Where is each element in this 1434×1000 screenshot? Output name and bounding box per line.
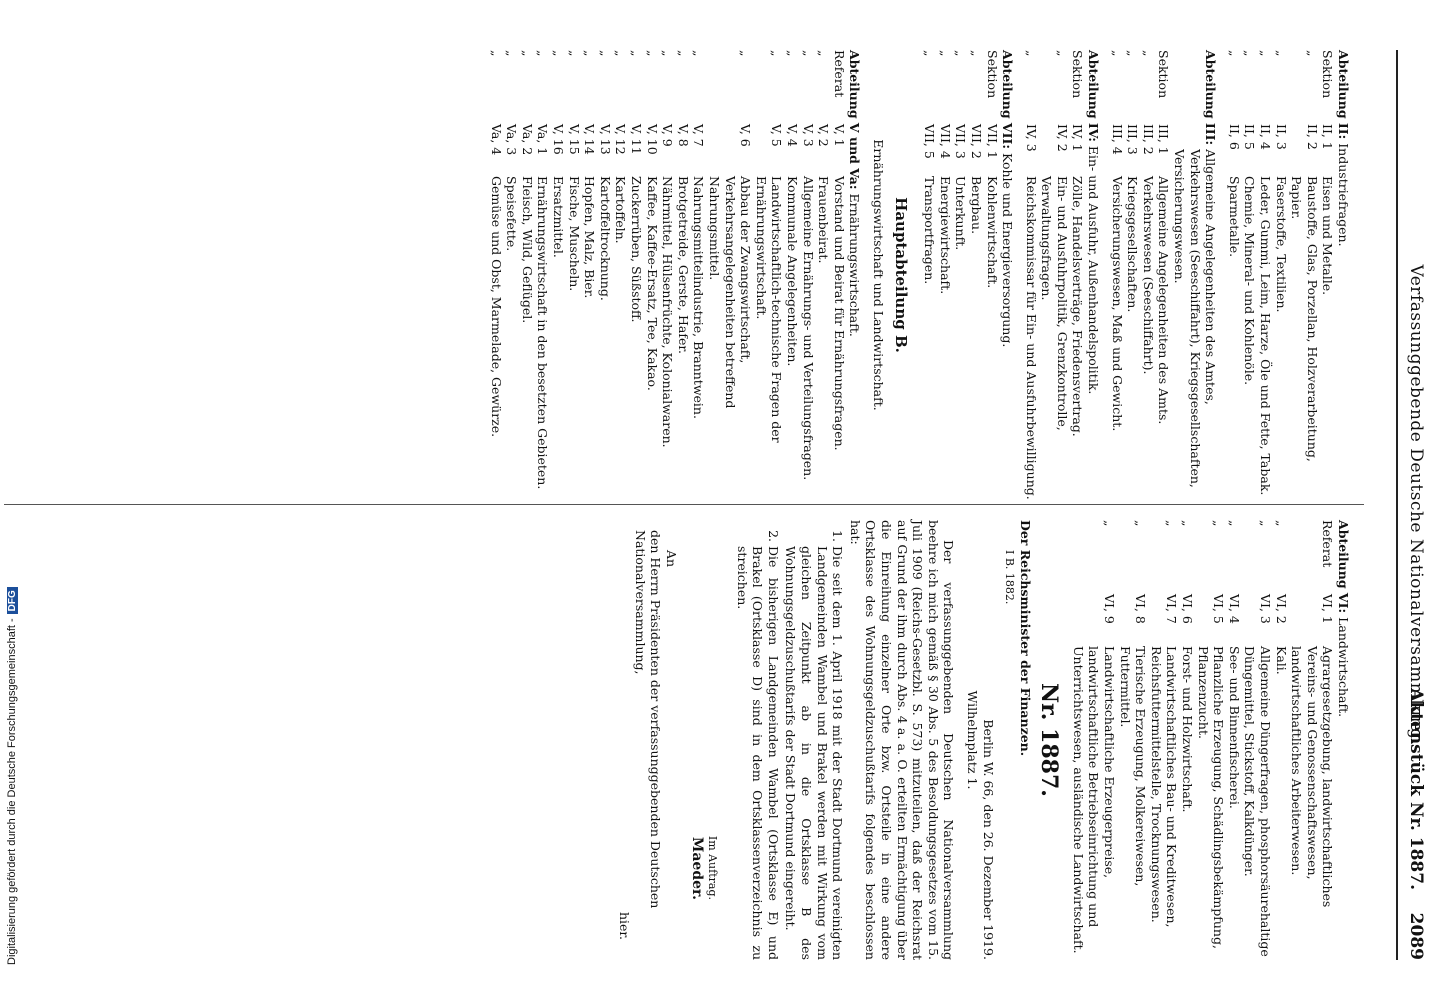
list-item	[675, 50, 691, 500]
list-item	[1156, 50, 1172, 500]
row-kind: „	[613, 50, 629, 57]
row-text: Eisen und Metalle.	[1320, 176, 1336, 296]
list-item	[613, 50, 629, 500]
abt3-title: Allgemeine Angelegenheiten des Amtes, Verkehrswesen (Seeschiffahrt), Kriegsgesellschaften, Versicherungswesen.	[1172, 149, 1219, 488]
row-text: Kaffee, Kaffee-Ersatz, Tee, Kakao.	[644, 176, 660, 391]
row-text: Kohlenwirtschaft.	[984, 176, 1000, 289]
item-text: Die seit dem 1. April 1918 mit der Stadt Dortmund vereinigten Landgemeinden Wambel und Brakel werden mit Wirkung vom gleichen Zeitpunkt ab in die Ortsklasse B des Wohnungsgeldzuschußtarifs der Stadt Dortmund eingereiht.	[783, 546, 846, 960]
list-item	[1226, 520, 1242, 960]
row-code: II, 2	[1304, 124, 1320, 150]
row-code: VI, 1	[1320, 594, 1336, 624]
row-kind: „	[551, 50, 567, 57]
hauptabteilung-subtitle: Ernährungswirtschaft und Landwirtschaft.	[870, 139, 886, 411]
signature: Maeder.	[689, 836, 706, 900]
row-kind: „	[582, 50, 598, 57]
list-item	[783, 520, 845, 960]
row-text: Faserstoffe, Textilien.	[1273, 176, 1289, 313]
row-text: Abbau der Zwangswirtschaft, Verkehrsangelegenheiten betreffend Nahrungsmittel.	[707, 176, 754, 409]
row-kind: „	[1125, 50, 1141, 57]
row-kind: Referat	[831, 50, 847, 98]
row-text: Hopfen, Malz, Bier.	[582, 176, 598, 299]
row-kind: „	[488, 50, 504, 57]
abt7-rows	[922, 50, 1000, 500]
list-item	[1070, 520, 1117, 960]
row-text: Ersatzmittel.	[551, 176, 567, 258]
row-code: Va, 1	[535, 124, 551, 156]
column-divider	[4, 504, 1364, 505]
item-text: Die bisherigen Landgemeinden Wambel (Ortsklasse E) und Brakel (Ortsklasse D) sind in dem Ortsklassenverzeichnis zu streichen.	[734, 546, 781, 960]
row-text: Landwirtschaftliche Erzeugerpreise, landwirtschaftliche Betriebseinrichtung und Unterrichtswesen, ausländische Landwirtschaft.	[1070, 646, 1118, 954]
row-text: Baustoffe, Glas, Porzellan, Holzverarbeitung, Papier.	[1289, 176, 1320, 462]
row-code: II, 4	[1258, 124, 1274, 150]
list-item	[953, 50, 969, 500]
item-list	[734, 520, 845, 960]
row-code: II, 5	[1242, 124, 1258, 150]
street-address: Wilhelmplatz 1.	[964, 690, 980, 790]
row-text: Forst- und Holzwirtschaft.	[1180, 646, 1196, 813]
row-text: Kriegsgesellschaften.	[1125, 176, 1141, 313]
header-title: Verfassunggebende Deutsche Nationalversammlung.	[1406, 264, 1426, 746]
item-number: 1.	[830, 530, 846, 542]
row-code: V, 2	[816, 124, 832, 147]
row-code: VII, 5	[922, 124, 938, 159]
document-number: Nr. 1887.	[1036, 683, 1063, 797]
row-text: Bergbau.	[968, 176, 984, 235]
row-code: V, 5	[769, 124, 785, 147]
abt2-title: Industriefragen.	[1336, 143, 1351, 247]
dfg-logo: DFG	[7, 587, 18, 614]
section-abt6	[1070, 520, 1351, 960]
list-item	[1242, 520, 1273, 960]
row-text: Verkehrswesen (Seeschiffahrt).	[1140, 176, 1156, 375]
abt7-title: Kohle und Energieversorgung.	[1000, 152, 1016, 348]
row-kind: „	[953, 50, 969, 57]
row-kind: „	[1273, 520, 1289, 527]
row-kind: „	[769, 50, 785, 57]
list-item	[691, 50, 707, 500]
row-kind: „	[675, 50, 691, 57]
row-code: V, 7	[691, 124, 707, 147]
section-abt7	[922, 50, 1016, 500]
list-item	[597, 50, 613, 500]
list-item	[753, 50, 784, 500]
row-kind: „	[644, 50, 660, 57]
list-item	[644, 50, 660, 500]
minister-heading: Der Reichsminister der Finanzen.	[1017, 520, 1033, 757]
list-item	[1117, 520, 1148, 960]
row-kind: „	[1211, 520, 1227, 527]
list-item	[968, 50, 984, 500]
row-text: Reichskommissar für Ein- und Ausfuhrbewilligung.	[1023, 176, 1039, 500]
abt3-rows	[1109, 50, 1171, 500]
intro-paragraph: Der verfassunggebenden Deutschen Nationalversammlung beehre ich mich gemäß § 30 Abs. 5 des Besoldungsgesetzes vom 15. Juli 1909 (Reichs-Gesetzbl. S. 573) mitzuteilen, daß der Reichsrat auf Grund der ihm durch Abs. 4 a. a. O. erteilten Ermächtigung über die Einreihung einzelner Orte bzw. Ortsteile in eine andere Ortsklasse des Wohnungsgeldzuschußtarifs folgendes beschlossen hat:	[847, 520, 957, 960]
row-code: Va, 4	[488, 124, 504, 156]
list-item	[582, 50, 598, 500]
row-code: VI, 4	[1226, 594, 1242, 624]
row-code: IV, 3	[1023, 124, 1039, 152]
row-code: V, 8	[675, 124, 691, 147]
hier-label: hier.	[617, 911, 633, 940]
row-code: III, 4	[1109, 124, 1125, 155]
row-text: Sparmetalle.	[1226, 176, 1242, 258]
abt3-label: Abteilung III:	[1203, 50, 1219, 146]
row-code: VI, 3	[1258, 594, 1274, 624]
row-code: V, 14	[582, 124, 598, 155]
row-text: Landwirtschaftlich-technische Fragen der Ernährungswirtschaft.	[753, 176, 785, 443]
row-kind: „	[535, 50, 551, 57]
list-item	[922, 50, 938, 500]
list-item	[831, 50, 847, 500]
list-item	[1226, 50, 1242, 500]
row-kind: „	[1304, 50, 1320, 57]
list-item	[660, 50, 676, 500]
list-item	[1070, 50, 1086, 500]
row-text: Zölle, Handelsverträge, Friedensvertrag.	[1070, 176, 1086, 437]
row-kind: „	[922, 50, 938, 57]
row-kind: „	[660, 50, 676, 57]
row-code: II, 6	[1226, 124, 1242, 150]
row-kind: „	[504, 50, 520, 57]
row-kind: „	[1140, 50, 1156, 57]
row-text: Gemüse und Obst, Marmelade, Gewürze.	[488, 176, 504, 438]
reference-number: I B. 1882.	[1003, 550, 1017, 605]
row-text: Allgemeine Ernährungs- und Verteilungsfragen.	[800, 176, 816, 481]
list-item	[1242, 50, 1258, 500]
row-text: Allgemeine Düngerfragen, phosphorsäurehaltige Düngemittel, Stickstoff, Kalkdünger.	[1242, 646, 1274, 957]
row-kind: „	[816, 50, 832, 57]
list-item	[535, 50, 551, 500]
section-abt2	[1226, 50, 1351, 500]
row-kind: „	[785, 50, 800, 57]
row-kind: „	[738, 50, 754, 57]
row-kind: „	[597, 50, 613, 57]
section-abt5	[488, 50, 862, 500]
abt6-rows	[1070, 520, 1335, 960]
an-label: An	[663, 550, 679, 568]
row-kind: „	[691, 50, 707, 57]
row-code: VII, 4	[937, 124, 953, 159]
list-item	[1179, 520, 1195, 960]
row-kind: „	[1109, 50, 1125, 57]
row-text: Brotgetreide, Gerste, Hafer.	[675, 176, 691, 354]
row-text: Ernährungswirtschaft in den besetzten Gebieten.	[535, 176, 551, 490]
list-item	[628, 50, 644, 500]
abt5-rows	[488, 50, 847, 500]
list-item	[1257, 50, 1273, 500]
list-item	[566, 50, 582, 500]
row-kind: „	[1054, 50, 1070, 57]
list-item	[800, 50, 816, 500]
row-text: Fische, Muscheln.	[566, 176, 582, 292]
row-code: VI, 7	[1164, 594, 1180, 624]
section-abt3	[1109, 50, 1218, 500]
row-kind: „	[519, 50, 535, 57]
row-code: V, 3	[800, 124, 816, 147]
row-text: Ein- und Ausfuhrpolitik, Grenzkontrolle, Verwaltungsfragen.	[1039, 176, 1070, 431]
abt5-title: Ernährungswirtschaft.	[847, 193, 863, 337]
row-code: V, 4	[785, 124, 800, 147]
right-column	[616, 520, 1359, 960]
row-text: Agrargesetzgebung, landwirtschaftliches Vereins- und Genossenschaftswesen, landwirtschaftliches Arbeiterwesen.	[1289, 646, 1336, 908]
row-text: Zuckerrüben, Süßstoff.	[629, 176, 645, 323]
list-item	[734, 520, 781, 960]
list-item	[1320, 50, 1336, 500]
row-text: Landwirtschaftliches Bau- und Kreditwesen, Reichsfuttermittelstelle, Trocknungswesen.	[1148, 646, 1180, 928]
abt5-label: Abteilung V und Va:	[847, 50, 863, 190]
abt2-rows	[1226, 50, 1335, 500]
list-item	[816, 50, 832, 500]
row-text: Kartoffeltrocknung.	[597, 176, 613, 301]
row-kind: „	[968, 50, 984, 57]
row-code: III, 3	[1125, 124, 1141, 155]
list-item	[1289, 520, 1336, 960]
row-text: Kartoffeln.	[613, 176, 629, 244]
footer-text: Digitalisierung gefördert durch die Deutsche Forschungsgemeinschaft -	[6, 618, 18, 965]
list-item	[504, 50, 520, 500]
row-code: VI, 6	[1180, 594, 1196, 624]
abt6-title: Landwirtschaft.	[1336, 617, 1351, 718]
row-kind: „	[1102, 520, 1118, 527]
row-kind: „	[1242, 50, 1258, 57]
abt2-label: Abteilung II:	[1336, 50, 1351, 140]
row-text: Fleisch, Wild, Geflügel.	[519, 176, 535, 324]
row-kind: „	[1180, 520, 1196, 527]
header-rule	[1396, 50, 1398, 960]
list-item	[1039, 50, 1070, 500]
row-text: Versicherungswesen, Maß und Gewicht.	[1109, 176, 1125, 432]
row-text: Tierische Erzeugung, Molkereiwesen, Futtermittel.	[1117, 646, 1149, 887]
list-item	[1289, 50, 1320, 500]
list-item	[1195, 520, 1226, 960]
abt4-label: Abteilung IV:	[1086, 50, 1102, 142]
list-item	[1148, 520, 1179, 960]
addressee: den Herrn Präsidenten der verfassunggebenden Deutschen Nationalversammlung,	[632, 530, 664, 909]
row-kind: „	[1258, 520, 1274, 527]
row-kind: „	[1226, 520, 1242, 527]
row-kind: „	[800, 50, 816, 57]
row-text: Speisefette.	[504, 176, 520, 252]
row-code: IV, 1	[1070, 124, 1086, 152]
row-code: VII, 1	[984, 124, 1000, 159]
list-item	[984, 50, 1000, 500]
list-item	[1023, 50, 1039, 500]
row-code: II, 3	[1273, 124, 1289, 150]
row-code: Va, 3	[504, 124, 520, 156]
left-column	[488, 50, 1359, 500]
row-text: Kommunale Angelegenheiten.	[785, 176, 800, 367]
row-text: Nährmittel, Hülsenfrüchte, Kolonialwaren.	[660, 176, 676, 448]
row-code: VI, 5	[1211, 594, 1227, 624]
section-abt4	[1023, 50, 1101, 500]
row-kind: „	[1023, 50, 1039, 57]
row-kind: „	[629, 50, 645, 57]
aktenstueck-label: Aktenstück Nr. 1887.	[1406, 688, 1426, 890]
list-item	[1273, 520, 1289, 960]
row-code: V, 9	[660, 124, 676, 147]
list-item	[551, 50, 567, 500]
row-text: Allgemeine Angelegenheiten des Amts.	[1156, 176, 1172, 425]
row-code: Va, 2	[519, 124, 535, 156]
list-item	[937, 50, 953, 500]
abt7-label: Abteilung VII:	[1000, 50, 1016, 149]
row-code: VII, 2	[968, 124, 984, 159]
row-code: V, 11	[629, 124, 645, 155]
row-code: V, 6	[738, 124, 754, 147]
hauptabteilung-heading: Hauptabteilung B.	[891, 197, 910, 353]
row-code: V, 16	[551, 124, 567, 155]
row-text: Kali.	[1273, 646, 1289, 675]
list-item	[706, 50, 753, 500]
row-code: III, 2	[1140, 124, 1156, 155]
abt4-title: Ein- und Ausfuhr, Außenhandelspolitik.	[1086, 145, 1102, 395]
row-text: Frauenbeirat.	[816, 176, 832, 264]
abt4-rows	[1023, 50, 1085, 500]
row-text: Vorstand und Beirat für Ernährungsfragen.	[831, 176, 847, 451]
list-item	[519, 50, 535, 500]
item-number: 2.	[765, 530, 781, 542]
row-text: Chemie, Mineral- und Kohlenöle.	[1242, 176, 1258, 386]
digitization-footer	[6, 0, 28, 965]
row-code: V, 10	[644, 124, 660, 155]
row-text: Unterkunft.	[953, 176, 969, 251]
row-text: Nahrungsmittelindustrie, Branntwein.	[691, 176, 707, 419]
row-kind: Sektion	[1320, 50, 1336, 99]
row-text: Leder, Gummi, Leim, Harze, Öle und Fette, Tabak.	[1258, 176, 1274, 496]
place-date: Berlin W. 66, den 26. Dezember 1919.	[980, 719, 996, 960]
row-kind: „	[1164, 520, 1180, 527]
row-kind: „	[566, 50, 582, 57]
list-item	[488, 50, 504, 500]
row-code: V, 1	[831, 124, 847, 147]
row-kind: Sektion	[1070, 50, 1086, 99]
list-item	[784, 50, 800, 500]
row-kind: „	[1258, 50, 1274, 57]
row-kind: „	[1273, 50, 1289, 57]
list-item	[1273, 50, 1289, 500]
row-code: VI, 2	[1273, 594, 1289, 624]
list-item	[1109, 50, 1125, 500]
row-code: VII, 3	[953, 124, 969, 159]
row-text: Energiewirtschaft.	[937, 176, 953, 295]
row-code: IV, 2	[1054, 124, 1070, 152]
row-code: V, 15	[566, 124, 582, 155]
abt6-label: Abteilung VI:	[1336, 520, 1351, 614]
row-kind: „	[1133, 520, 1149, 527]
row-kind: Sektion	[1156, 50, 1172, 99]
row-code: II, 1	[1320, 124, 1336, 150]
row-code: V, 13	[597, 124, 613, 155]
row-kind: „	[1226, 50, 1242, 57]
list-item	[1140, 50, 1156, 500]
row-text: Pflanzliche Erzeugung, Schädlingsbekämpfung, Pflanzenzucht.	[1195, 646, 1227, 949]
row-code: VI, 8	[1133, 594, 1149, 624]
row-code: III, 1	[1156, 124, 1172, 155]
row-text: See- und Binnenfischerei.	[1226, 646, 1242, 809]
page-header	[1394, 50, 1434, 960]
row-kind: „	[937, 50, 953, 57]
row-kind: Referat	[1320, 520, 1336, 568]
row-code: VI, 9	[1102, 594, 1118, 624]
row-code: V, 12	[613, 124, 629, 155]
row-kind: Sektion	[984, 50, 1000, 99]
page-number: 2089	[1406, 912, 1426, 960]
row-text: Transportfragen.	[922, 176, 938, 285]
im-auftrag: Im Auftrag.	[706, 835, 720, 900]
list-item	[1125, 50, 1141, 500]
